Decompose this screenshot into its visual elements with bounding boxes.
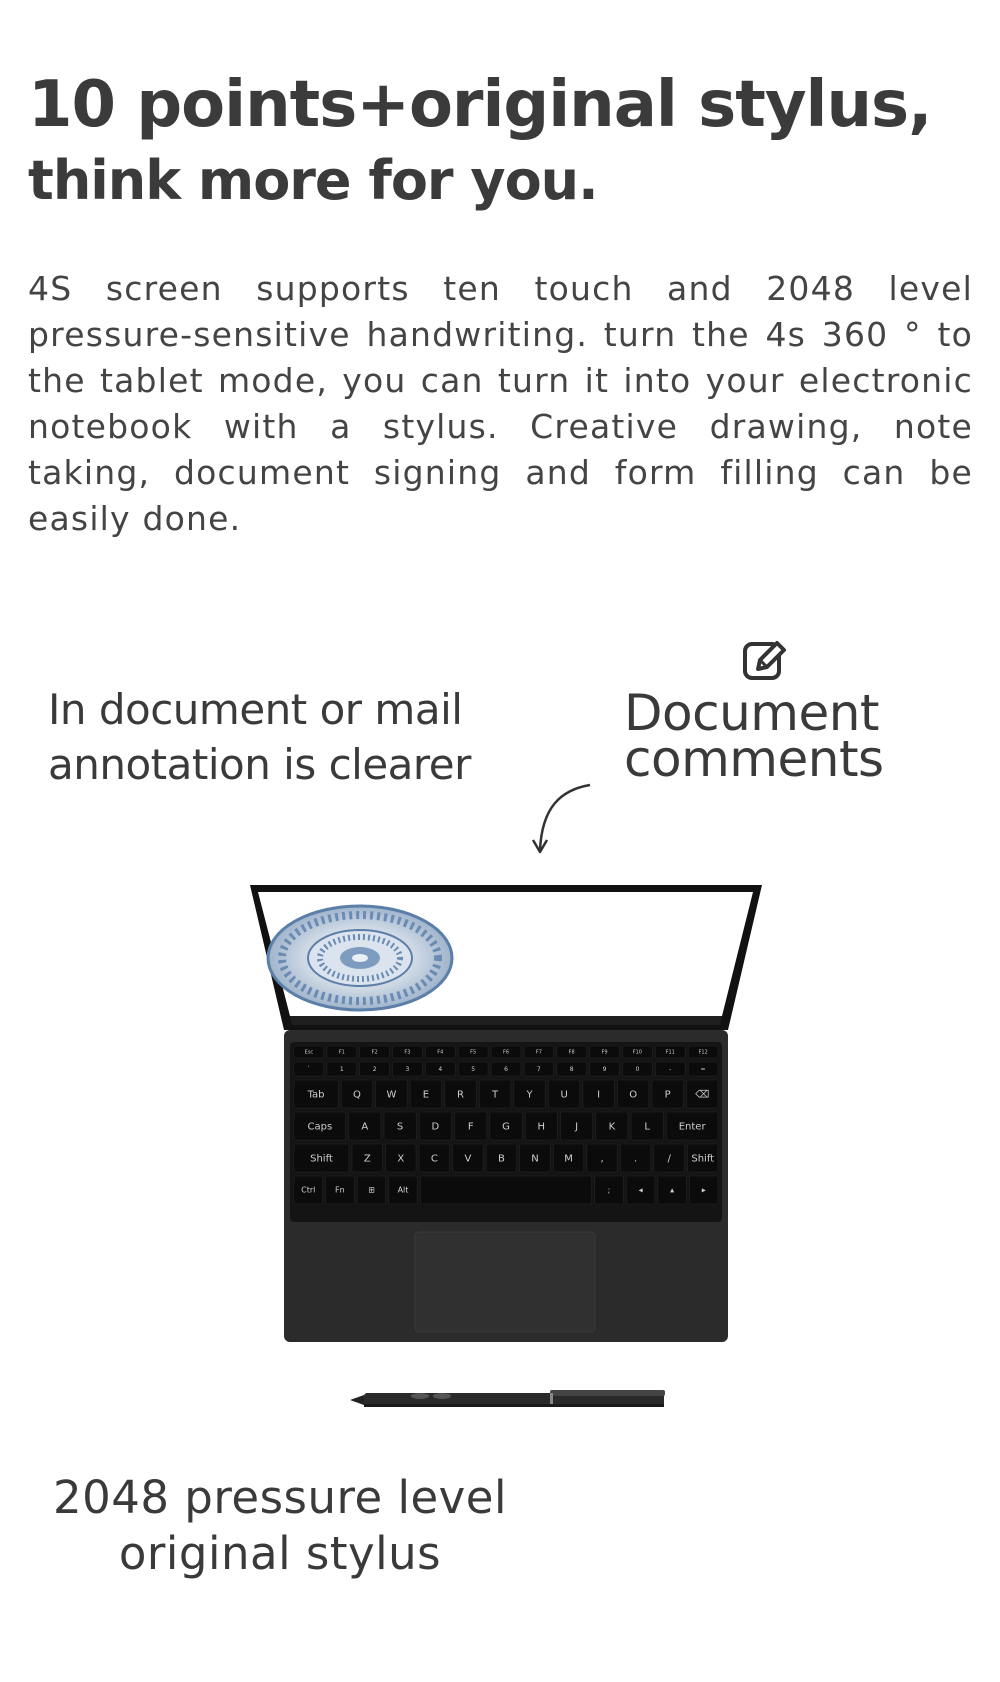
stylus-illustration [350,1380,680,1420]
laptop-illustration [250,880,800,1360]
key-label: ▴ [670,1185,675,1195]
key-label: 8 [569,1066,574,1073]
key-label: F5 [470,1049,477,1056]
key-label: P [664,1089,671,1101]
key-label: Y [526,1089,533,1101]
curved-arrow-icon [520,780,600,860]
key-label: K [608,1121,616,1133]
document-comments-line-2: comments [624,730,884,788]
key-label: V [464,1153,472,1165]
key-label: 2 [372,1066,377,1073]
key-label: F11 [665,1049,675,1056]
key-label: . [634,1153,638,1165]
stylus-caption [0,1470,560,1582]
plate-image [268,906,452,1010]
key-label: J [575,1121,579,1133]
key-label: ⊞ [368,1185,375,1195]
key [420,1176,591,1204]
key-label: W [386,1089,397,1101]
annotation-line-2: annotation is clearer [48,740,471,789]
key-label: D [431,1121,440,1133]
touchpad [415,1232,595,1332]
key-label: U [560,1089,568,1101]
key-label: E [422,1089,430,1101]
description-paragraph: 4S screen supports ten touch and 2048 level pressure-sensitive handwriting. turn the 4s 360 ° to the tablet mode, you can turn it into your electronic notebook with a stylus. Creative drawing, note taking, document signing and form filling can be easily done. [28,269,973,538]
key-label: Q [352,1089,361,1101]
stylus-caption-line-2: original stylus [118,1527,442,1580]
key-label: , [600,1153,604,1165]
key-label: 5 [471,1066,476,1073]
key-label: Esc [304,1049,314,1056]
edit-pencil-icon [740,635,790,685]
key-label: ◂ [638,1185,643,1195]
key-label: A [361,1121,369,1133]
key-label: L [644,1121,650,1133]
key-label: Z [363,1153,371,1165]
key-label: F [467,1121,474,1133]
key-label: 4 [438,1066,443,1073]
document-comments-label [624,684,944,788]
key-label: F6 [502,1049,510,1056]
key-label: Tab [307,1089,325,1101]
key-label: T [491,1089,499,1101]
key-label: C [430,1153,438,1165]
key-label: R [457,1089,464,1101]
key-label: Fn [335,1185,345,1195]
key-label: / [667,1153,671,1165]
key-label: 1 [339,1066,344,1073]
key-label: 0 [635,1066,640,1073]
key-label: Enter [678,1121,706,1133]
key-label: ⌫ [695,1089,710,1101]
document-comments-line-1: Document [624,684,880,742]
key-label: M [564,1153,573,1165]
taskbar [290,1016,722,1025]
headline-line-1: 10 points+original stylus, [28,68,932,142]
key-label: B [498,1153,505,1165]
key-label: - [669,1066,672,1073]
key-label: F12 [698,1049,708,1056]
key-label: F3 [404,1049,411,1056]
key-label: 7 [536,1066,541,1073]
key-label: F8 [568,1049,575,1056]
key-label: Shift [310,1153,333,1165]
key-label: F9 [601,1049,608,1056]
annotation-line-1: In document or mail [48,685,463,734]
key-label: G [502,1121,510,1133]
key-label: F2 [371,1049,378,1056]
key-label: 3 [405,1066,410,1073]
key-label: Ctrl [301,1185,316,1195]
key-label: 9 [602,1066,607,1073]
key-label: F10 [632,1049,643,1056]
key-label: ; [607,1185,611,1195]
key-label: F1 [338,1049,345,1056]
key-label: F4 [437,1049,444,1056]
stylus-caption-line-1: 2048 pressure level [52,1471,507,1524]
headline [28,62,978,214]
headline-line-2: think more for you. [28,149,598,212]
key-label: Caps [307,1121,333,1133]
key-label: S [396,1121,404,1133]
key-label: ` [307,1066,311,1073]
key-label: Alt [397,1185,409,1195]
key-label: 6 [504,1066,508,1073]
key-label: N [531,1153,539,1165]
key-label: ▸ [701,1185,706,1195]
key-label: H [537,1121,546,1133]
key-label: F7 [535,1049,542,1056]
key-label: I [597,1089,601,1101]
key-label: O [629,1089,638,1101]
annotation-caption [48,682,508,792]
key-label: X [397,1153,405,1165]
key-label: Shift [691,1153,715,1165]
key-label: = [700,1066,706,1073]
